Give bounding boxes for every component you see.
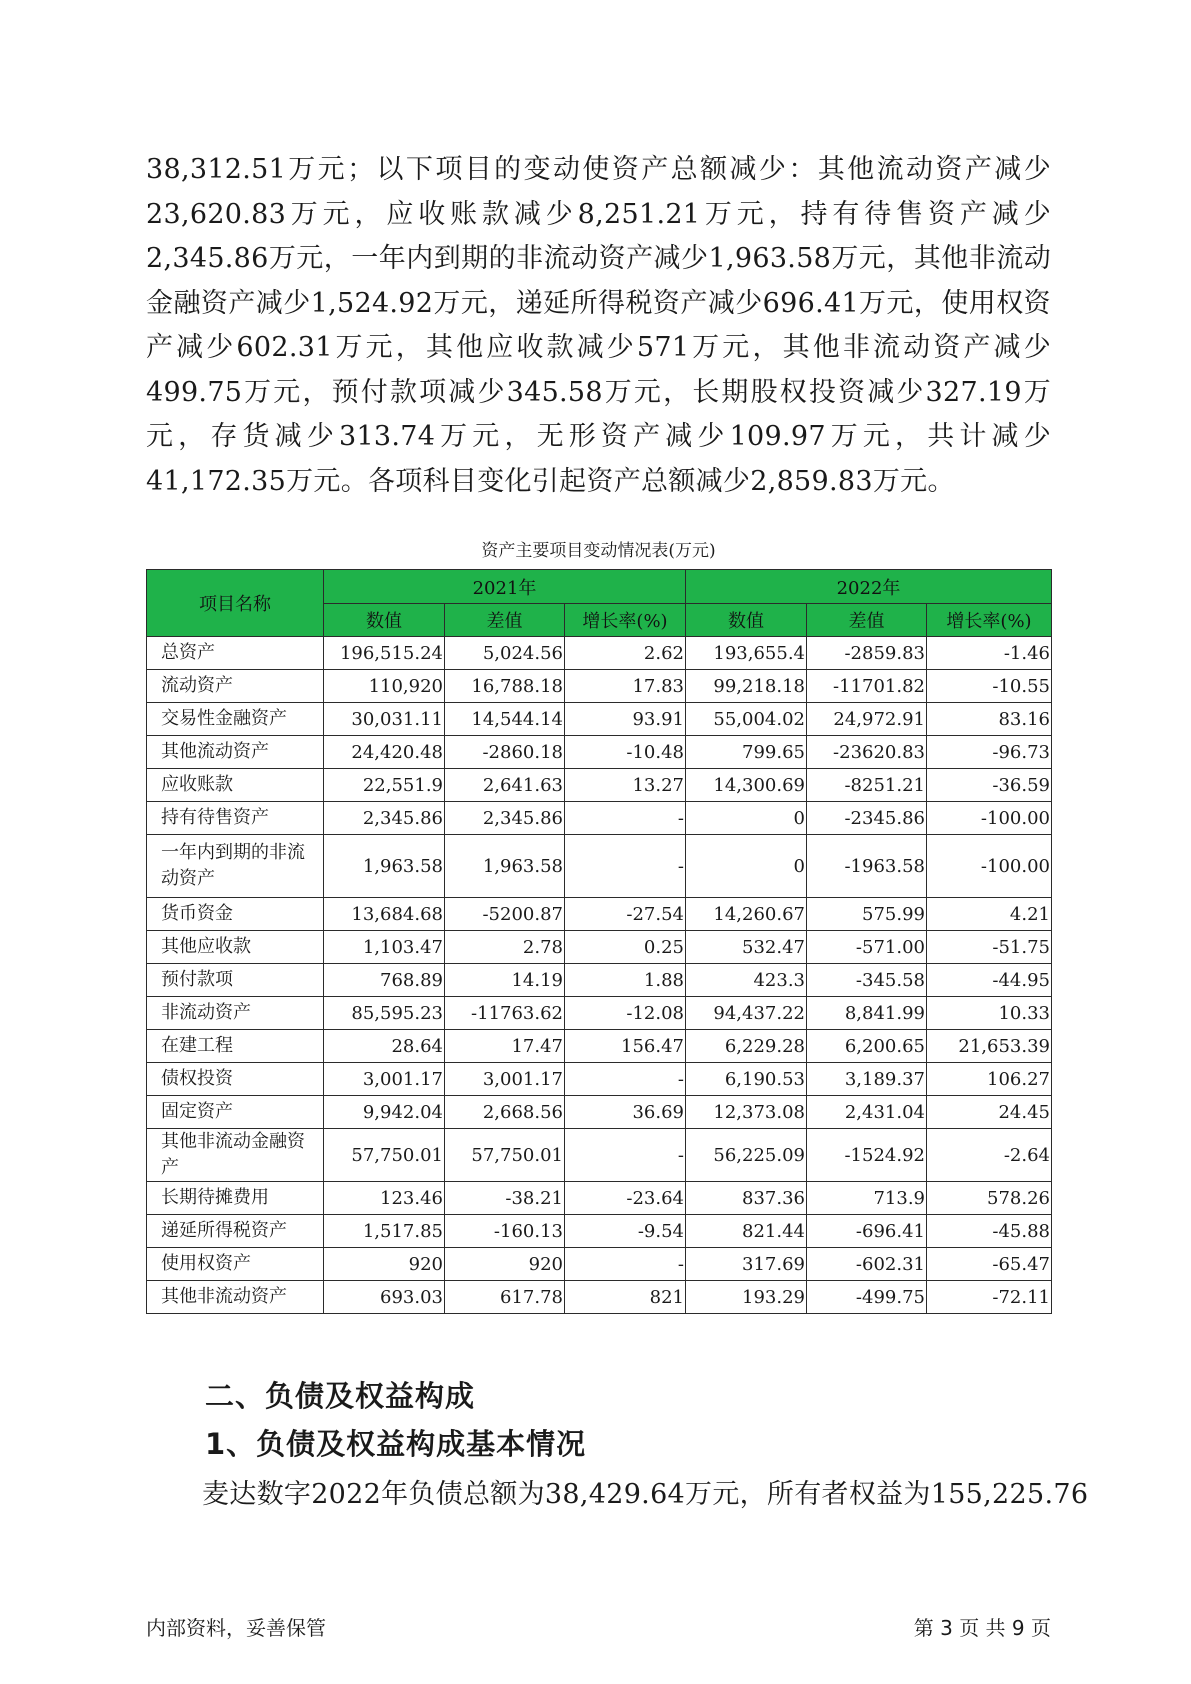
header-rate-2022: 增长率(%): [927, 604, 1052, 637]
cell-value-2021: 1,517.85: [324, 1215, 445, 1248]
header-item-name: 项目名称: [147, 570, 324, 637]
row-item-name: 预付款项: [147, 964, 324, 997]
cell-diff-2022: -1963.58: [807, 835, 927, 898]
cell-value-2022: 0: [686, 835, 807, 898]
cell-diff-2021: 3,001.17: [445, 1063, 565, 1096]
cell-value-2022: 94,437.22: [686, 997, 807, 1030]
cell-value-2021: 2,345.86: [324, 802, 445, 835]
table-row: [147, 931, 1052, 964]
cell-diff-2022: -11701.82: [807, 670, 927, 703]
cell-rate-2022: 578.26: [927, 1182, 1052, 1215]
table-row: [147, 1129, 1052, 1182]
footer-page-number: 第 3 页 共 9 页: [913, 1616, 1051, 1640]
row-item-name: 其他非流动金融资产: [147, 1129, 324, 1182]
cell-rate-2021: -9.54: [565, 1215, 686, 1248]
cell-diff-2021: -38.21: [445, 1182, 565, 1215]
table-row: [147, 703, 1052, 736]
row-item-name: 一年内到期的非流动资产: [147, 835, 324, 898]
table-row: [147, 1182, 1052, 1215]
cell-value-2021: 768.89: [324, 964, 445, 997]
cell-rate-2022: -2.64: [927, 1129, 1052, 1182]
cell-rate-2021: -27.54: [565, 898, 686, 931]
cell-value-2022: 55,004.02: [686, 703, 807, 736]
cell-rate-2021: 93.91: [565, 703, 686, 736]
cell-diff-2022: -1524.92: [807, 1129, 927, 1182]
cell-rate-2021: -: [565, 1063, 686, 1096]
table-row: [147, 769, 1052, 802]
section-heading: 二、负债及权益构成: [205, 1379, 476, 1413]
header-year-2021: 2021年: [324, 570, 686, 604]
row-item-name: 其他应收款: [147, 931, 324, 964]
cell-rate-2022: 24.45: [927, 1096, 1052, 1129]
cell-diff-2022: -2859.83: [807, 637, 927, 670]
table-row: [147, 997, 1052, 1030]
cell-diff-2021: 2.78: [445, 931, 565, 964]
cell-value-2022: 14,300.69: [686, 769, 807, 802]
cell-diff-2022: -345.58: [807, 964, 927, 997]
cell-value-2021: 123.46: [324, 1182, 445, 1215]
cell-rate-2022: -1.46: [927, 637, 1052, 670]
row-item-name: 非流动资产: [147, 997, 324, 1030]
cell-value-2021: 9,942.04: [324, 1096, 445, 1129]
table-row: [147, 1248, 1052, 1281]
cell-value-2022: 99,218.18: [686, 670, 807, 703]
cell-diff-2022: 24,972.91: [807, 703, 927, 736]
cell-diff-2022: -571.00: [807, 931, 927, 964]
cell-value-2022: 799.65: [686, 736, 807, 769]
table-row: [147, 1215, 1052, 1248]
cell-rate-2021: 13.27: [565, 769, 686, 802]
cell-rate-2022: -36.59: [927, 769, 1052, 802]
cell-diff-2021: 16,788.18: [445, 670, 565, 703]
cell-value-2021: 920: [324, 1248, 445, 1281]
cell-rate-2022: 83.16: [927, 703, 1052, 736]
cell-value-2021: 57,750.01: [324, 1129, 445, 1182]
cell-diff-2022: 713.9: [807, 1182, 927, 1215]
cell-rate-2021: 821: [565, 1281, 686, 1314]
cell-value-2022: 821.44: [686, 1215, 807, 1248]
table-caption: 资产主要项目变动情况表(万元): [481, 541, 716, 561]
cell-value-2022: 423.3: [686, 964, 807, 997]
footer-confidential-note: 内部资料，妥善保管: [146, 1616, 326, 1640]
cell-rate-2022: -100.00: [927, 835, 1052, 898]
cell-value-2021: 22,551.9: [324, 769, 445, 802]
cell-rate-2022: 21,653.39: [927, 1030, 1052, 1063]
cell-value-2022: 56,225.09: [686, 1129, 807, 1182]
cell-diff-2022: -602.31: [807, 1248, 927, 1281]
row-item-name: 应收账款: [147, 769, 324, 802]
cell-diff-2022: 6,200.65: [807, 1030, 927, 1063]
cell-diff-2021: -11763.62: [445, 997, 565, 1030]
table-row: [147, 1063, 1052, 1096]
table-row: [147, 1030, 1052, 1063]
table-body: [147, 637, 1052, 1314]
row-item-name: 持有待售资产: [147, 802, 324, 835]
cell-diff-2021: 617.78: [445, 1281, 565, 1314]
cell-value-2021: 30,031.11: [324, 703, 445, 736]
cell-rate-2021: 36.69: [565, 1096, 686, 1129]
summary-paragraph: 麦达数字2022年负债总额为38,429.64万元，所有者权益为155,225.76: [202, 1479, 1089, 1510]
intro-paragraph: 38,312.51万元；以下项目的变动使资产总额减少：其他流动资产减少23,620.83万元，应收账款减少8,251.21万元，持有待售资产减少2,345.86万元，一年内到期的非流动资产减少1,963.58万元，其他非流动金融资产减少1,524.92万元，递延所得税资产减少696.41万元，使用权资产减少602.31万元，其他应收款减少571万元，其他非流动资产减少499.75万元，预付款项减少345.58万元，长期股权投资减少327.19万元，存货减少313.74万元，无形资产减少109.97万元，共计减少41,172.35万元。各项科目变化引起资产总额减少2,859.83万元。: [146, 154, 1051, 497]
cell-rate-2022: -72.11: [927, 1281, 1052, 1314]
cell-rate-2021: -: [565, 1248, 686, 1281]
header-diff-2021: 差值: [445, 604, 565, 637]
row-item-name: 流动资产: [147, 670, 324, 703]
cell-diff-2021: 1,963.58: [445, 835, 565, 898]
cell-rate-2021: -23.64: [565, 1182, 686, 1215]
row-item-name: 在建工程: [147, 1030, 324, 1063]
cell-rate-2021: 1.88: [565, 964, 686, 997]
cell-diff-2021: 2,668.56: [445, 1096, 565, 1129]
cell-rate-2022: 10.33: [927, 997, 1052, 1030]
cell-value-2022: 193.29: [686, 1281, 807, 1314]
cell-value-2022: 12,373.08: [686, 1096, 807, 1129]
table-row: [147, 670, 1052, 703]
cell-diff-2021: 57,750.01: [445, 1129, 565, 1182]
cell-value-2022: 532.47: [686, 931, 807, 964]
cell-rate-2021: -: [565, 835, 686, 898]
cell-rate-2022: -10.55: [927, 670, 1052, 703]
header-diff-2022: 差值: [807, 604, 927, 637]
row-item-name: 递延所得税资产: [147, 1215, 324, 1248]
cell-rate-2021: -: [565, 1129, 686, 1182]
cell-value-2022: 0: [686, 802, 807, 835]
cell-value-2021: 3,001.17: [324, 1063, 445, 1096]
row-item-name: 使用权资产: [147, 1248, 324, 1281]
cell-rate-2021: -10.48: [565, 736, 686, 769]
table-row: [147, 802, 1052, 835]
cell-rate-2021: 156.47: [565, 1030, 686, 1063]
table-row: [147, 1281, 1052, 1314]
cell-diff-2021: 14.19: [445, 964, 565, 997]
cell-value-2021: 196,515.24: [324, 637, 445, 670]
cell-value-2022: 6,229.28: [686, 1030, 807, 1063]
cell-diff-2022: -23620.83: [807, 736, 927, 769]
cell-value-2021: 693.03: [324, 1281, 445, 1314]
cell-diff-2022: -8251.21: [807, 769, 927, 802]
row-item-name: 固定资产: [147, 1096, 324, 1129]
cell-diff-2021: 17.47: [445, 1030, 565, 1063]
asset-changes-table: [146, 569, 1052, 1314]
row-item-name: 其他非流动资产: [147, 1281, 324, 1314]
cell-diff-2022: -499.75: [807, 1281, 927, 1314]
cell-value-2021: 85,595.23: [324, 997, 445, 1030]
cell-diff-2021: -160.13: [445, 1215, 565, 1248]
cell-rate-2022: -96.73: [927, 736, 1052, 769]
subsection-heading: 1、负债及权益构成基本情况: [205, 1427, 587, 1461]
cell-diff-2021: 920: [445, 1248, 565, 1281]
cell-rate-2021: 2.62: [565, 637, 686, 670]
cell-diff-2021: -2860.18: [445, 736, 565, 769]
cell-value-2021: 24,420.48: [324, 736, 445, 769]
cell-rate-2021: -: [565, 802, 686, 835]
cell-value-2021: 1,103.47: [324, 931, 445, 964]
cell-diff-2021: -5200.87: [445, 898, 565, 931]
header-rate-2021: 增长率(%): [565, 604, 686, 637]
table-row: [147, 637, 1052, 670]
table-row: [147, 1096, 1052, 1129]
header-year-2022: 2022年: [686, 570, 1052, 604]
row-item-name: 长期待摊费用: [147, 1182, 324, 1215]
row-item-name: 其他流动资产: [147, 736, 324, 769]
cell-rate-2022: -45.88: [927, 1215, 1052, 1248]
table-row: [147, 964, 1052, 997]
cell-diff-2022: 2,431.04: [807, 1096, 927, 1129]
cell-rate-2022: -44.95: [927, 964, 1052, 997]
cell-rate-2022: 106.27: [927, 1063, 1052, 1096]
cell-rate-2021: -12.08: [565, 997, 686, 1030]
cell-value-2021: 1,963.58: [324, 835, 445, 898]
cell-value-2022: 6,190.53: [686, 1063, 807, 1096]
table-row: [147, 736, 1052, 769]
cell-diff-2022: -696.41: [807, 1215, 927, 1248]
cell-value-2022: 193,655.4: [686, 637, 807, 670]
table-row: [147, 898, 1052, 931]
cell-rate-2021: 17.83: [565, 670, 686, 703]
row-item-name: 总资产: [147, 637, 324, 670]
cell-diff-2022: 3,189.37: [807, 1063, 927, 1096]
cell-value-2022: 14,260.67: [686, 898, 807, 931]
header-value-2022: 数值: [686, 604, 807, 637]
header-value-2021: 数值: [324, 604, 445, 637]
cell-rate-2022: -65.47: [927, 1248, 1052, 1281]
cell-diff-2021: 5,024.56: [445, 637, 565, 670]
cell-diff-2022: 575.99: [807, 898, 927, 931]
row-item-name: 债权投资: [147, 1063, 324, 1096]
cell-diff-2021: 14,544.14: [445, 703, 565, 736]
cell-value-2022: 317.69: [686, 1248, 807, 1281]
cell-rate-2021: 0.25: [565, 931, 686, 964]
cell-value-2021: 28.64: [324, 1030, 445, 1063]
cell-rate-2022: 4.21: [927, 898, 1052, 931]
row-item-name: 货币资金: [147, 898, 324, 931]
cell-diff-2021: 2,641.63: [445, 769, 565, 802]
cell-rate-2022: -100.00: [927, 802, 1052, 835]
cell-value-2022: 837.36: [686, 1182, 807, 1215]
cell-diff-2022: -2345.86: [807, 802, 927, 835]
cell-value-2021: 110,920: [324, 670, 445, 703]
cell-rate-2022: -51.75: [927, 931, 1052, 964]
table-row: [147, 835, 1052, 898]
row-item-name: 交易性金融资产: [147, 703, 324, 736]
cell-diff-2022: 8,841.99: [807, 997, 927, 1030]
cell-value-2021: 13,684.68: [324, 898, 445, 931]
cell-diff-2021: 2,345.86: [445, 802, 565, 835]
